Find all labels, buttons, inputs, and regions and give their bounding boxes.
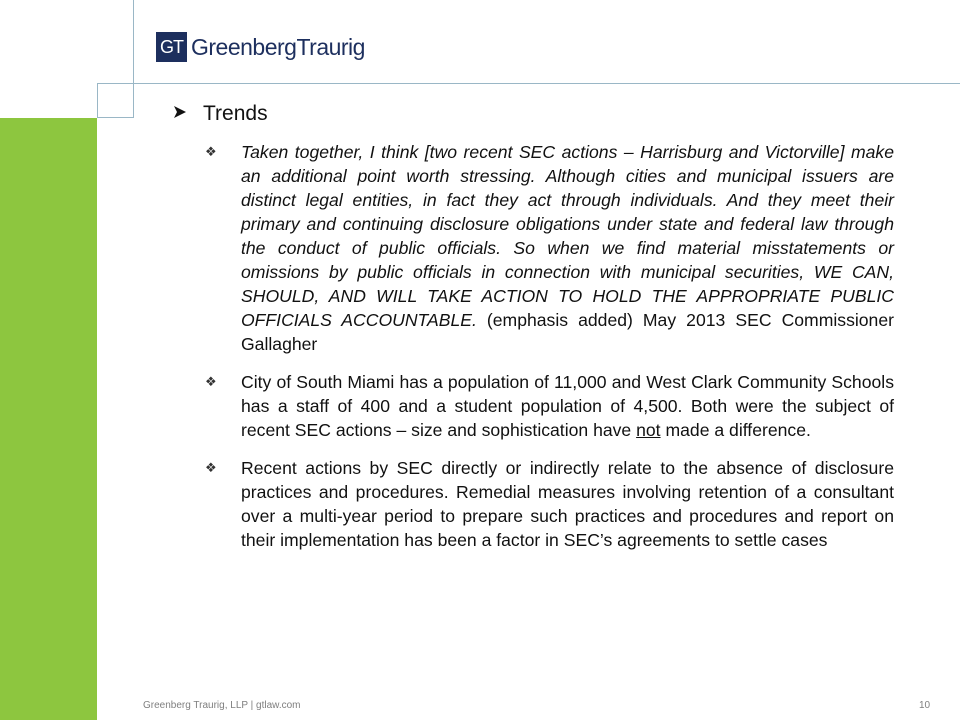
footer-text: Greenberg Traurig, LLP | gtlaw.com — [143, 700, 301, 711]
bullet-item — [205, 140, 894, 356]
bullet-text — [241, 140, 894, 356]
frame-line-vertical-short — [97, 83, 98, 118]
quote-text: Taken together, I think [two recent SEC actions – Harrisburg and Victorville] make an additional point worth stressing. Although cities and municipal issuers are distinct legal entities, in fact they act through individuals. And they meet their primary and continuing disclosure obligations under state and federal law through the conduct of public officials. So when we find material misstatements or omissions by public officials in connection with municipal securities, WE CAN, SHOULD, AND WILL TAKE ACTION TO HOLD THE APPROPRIATE PUBLIC OFFICIALS ACCOUNTABLE. — [241, 142, 894, 330]
bullet-text — [241, 370, 894, 442]
company-logo — [156, 31, 365, 63]
diamond-bullet-icon: ❖ — [205, 144, 217, 159]
logo-wordmark: GreenbergTraurig — [191, 33, 365, 60]
underlined-word: not — [636, 420, 661, 440]
bullet-text-before: City of South Miami has a population of 11,000 and West Clark Community Schools has a staff of 400 and a student population of 4,500. Both were the subject of recent SEC actions – size and sophistication have — [241, 372, 894, 440]
bullet-item — [205, 456, 894, 552]
frame-line-horizontal — [97, 83, 960, 84]
frame-line-vertical — [133, 0, 134, 118]
slide-heading — [172, 102, 894, 126]
bullet-item — [205, 370, 894, 442]
heading-text: Trends — [203, 102, 268, 125]
diamond-bullet-icon: ❖ — [205, 460, 217, 475]
bullet-text: Recent actions by SEC directly or indirectly relate to the absence of disclosure practices and procedures. Remedial measures involving retention of a consultant over a multi-year period to prepare such practices and procedures and report on their implementation has been a factor in SEC’s agreements to settle cases — [241, 458, 894, 550]
green-side-bar — [0, 118, 97, 720]
diamond-bullet-icon: ❖ — [205, 374, 217, 389]
logo-mark: GT — [156, 32, 187, 62]
page-number: 10 — [919, 700, 931, 711]
arrow-bullet-icon — [172, 104, 196, 125]
bullet-text-after: made a difference. — [660, 420, 811, 440]
frame-line-short — [97, 117, 134, 118]
quote-attribution: (emphasis added) May 2013 SEC Commissioner Gallagher — [241, 310, 894, 354]
slide-content — [172, 102, 894, 552]
